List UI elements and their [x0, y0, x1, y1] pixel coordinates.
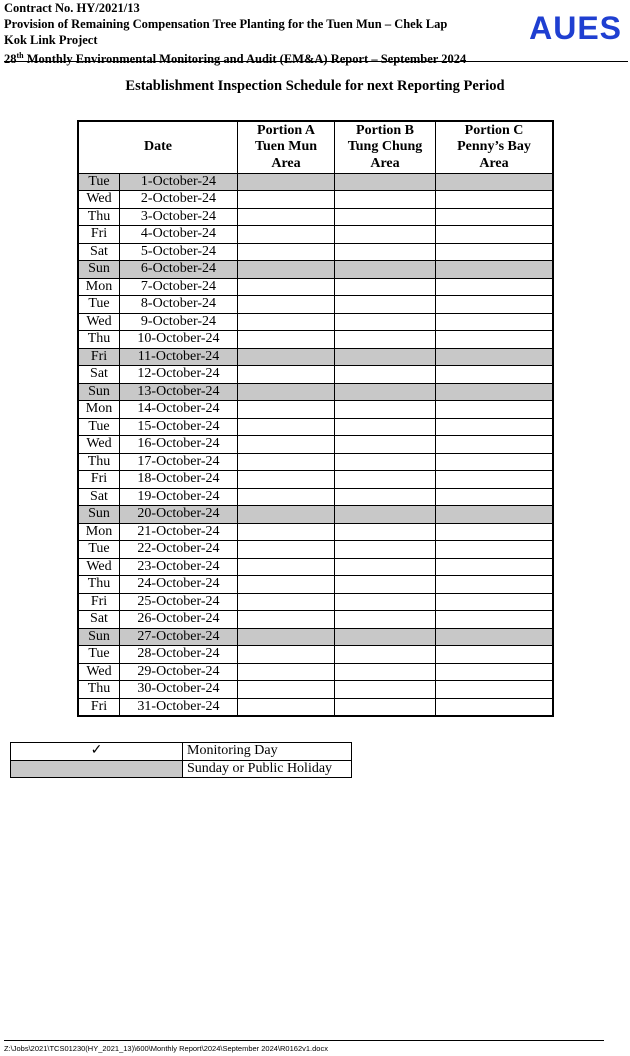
portion-b-cell — [335, 313, 436, 331]
portion-b-cell — [335, 173, 436, 191]
portion-b-cell — [335, 278, 436, 296]
date-cell: 10-October-24 — [120, 331, 238, 349]
portion-b-cell — [335, 541, 436, 559]
date-cell: 22-October-24 — [120, 541, 238, 559]
portion-b-cell — [335, 698, 436, 716]
day-cell: Mon — [78, 278, 120, 296]
portion-b-cell — [335, 383, 436, 401]
day-cell: Tue — [78, 646, 120, 664]
portion-a-cell — [238, 488, 335, 506]
table-row — [78, 663, 553, 681]
portion-a-cell — [238, 436, 335, 454]
day-cell: Sun — [78, 383, 120, 401]
portion-a-cell — [238, 558, 335, 576]
portion-c-cell — [436, 576, 554, 594]
portion-c-cell — [436, 646, 554, 664]
day-cell: Sun — [78, 261, 120, 279]
date-cell: 8-October-24 — [120, 296, 238, 314]
date-cell: 16-October-24 — [120, 436, 238, 454]
portion-c-line1: Portion C — [464, 122, 524, 138]
report-header — [4, 0, 504, 67]
day-cell: Thu — [78, 453, 120, 471]
portion-a-cell — [238, 663, 335, 681]
date-cell: 13-October-24 — [120, 383, 238, 401]
table-row — [78, 541, 553, 559]
date-column-header: Date — [78, 121, 238, 173]
portion-c-cell — [436, 523, 554, 541]
date-cell: 19-October-24 — [120, 488, 238, 506]
day-cell: Sat — [78, 243, 120, 261]
day-cell: Sun — [78, 628, 120, 646]
day-cell: Sat — [78, 611, 120, 629]
day-cell: Tue — [78, 418, 120, 436]
table-row — [78, 348, 553, 366]
date-cell: 12-October-24 — [120, 366, 238, 384]
date-cell: 31-October-24 — [120, 698, 238, 716]
table-row — [78, 488, 553, 506]
table-row — [78, 611, 553, 629]
portion-b-cell — [335, 208, 436, 226]
schedule-title: Establishment Inspection Schedule for next Reporting Period — [125, 78, 505, 94]
table-row — [78, 453, 553, 471]
table-row — [78, 243, 553, 261]
portion-b-cell — [335, 523, 436, 541]
portion-a-cell — [238, 366, 335, 384]
portion-c-cell — [436, 453, 554, 471]
portion-b-cell — [335, 471, 436, 489]
table-row — [78, 191, 553, 209]
portion-a-cell — [238, 191, 335, 209]
portion-c-cell — [436, 611, 554, 629]
aues-logo: AUES — [529, 10, 622, 46]
table-header-row — [78, 121, 553, 173]
portion-b-cell — [335, 226, 436, 244]
date-cell: 1-October-24 — [120, 173, 238, 191]
date-cell: 15-October-24 — [120, 418, 238, 436]
portion-b-cell — [335, 348, 436, 366]
day-cell: Tue — [78, 541, 120, 559]
portion-a-cell — [238, 593, 335, 611]
portion-a-cell — [238, 173, 335, 191]
table-row — [78, 331, 553, 349]
date-cell: 23-October-24 — [120, 558, 238, 576]
day-cell: Fri — [78, 348, 120, 366]
project-title-line1: Provision of Remaining Compensation Tree Planting for the Tuen Mun – Chek Lap — [4, 17, 448, 31]
legend-row-monitoring — [11, 743, 352, 761]
date-cell: 11-October-24 — [120, 348, 238, 366]
portion-c-line2: Penny’s Bay — [457, 139, 531, 154]
portion-b-cell — [335, 243, 436, 261]
inspection-schedule-table — [77, 120, 554, 717]
table-row — [78, 628, 553, 646]
portion-a-cell — [238, 226, 335, 244]
date-cell: 7-October-24 — [120, 278, 238, 296]
portion-b-cell — [335, 576, 436, 594]
portion-b-cell — [335, 436, 436, 454]
portion-a-cell — [238, 401, 335, 419]
portion-a-cell — [238, 628, 335, 646]
table-row — [78, 208, 553, 226]
date-cell: 4-October-24 — [120, 226, 238, 244]
portion-c-cell — [436, 593, 554, 611]
day-cell: Fri — [78, 698, 120, 716]
date-cell: 25-October-24 — [120, 593, 238, 611]
table-row — [78, 436, 553, 454]
date-cell: 24-October-24 — [120, 576, 238, 594]
day-cell: Wed — [78, 313, 120, 331]
portion-a-cell — [238, 471, 335, 489]
portion-b-cell — [335, 558, 436, 576]
day-cell: Sat — [78, 366, 120, 384]
report-number-suffix: th — [16, 51, 24, 60]
portion-a-cell — [238, 418, 335, 436]
day-cell: Thu — [78, 208, 120, 226]
portion-c-cell — [436, 698, 554, 716]
day-cell: Tue — [78, 173, 120, 191]
date-cell: 26-October-24 — [120, 611, 238, 629]
table-row — [78, 576, 553, 594]
portion-a-cell — [238, 646, 335, 664]
date-cell: 27-October-24 — [120, 628, 238, 646]
portion-a-cell — [238, 453, 335, 471]
portion-a-line2: Tuen Mun — [254, 139, 318, 154]
date-cell: 18-October-24 — [120, 471, 238, 489]
portion-a-line1: Portion A — [257, 122, 315, 138]
portion-b-cell — [335, 296, 436, 314]
date-cell: 17-October-24 — [120, 453, 238, 471]
portion-c-cell — [436, 226, 554, 244]
table-row — [78, 401, 553, 419]
holiday-swatch — [11, 760, 183, 778]
table-row — [78, 261, 553, 279]
date-cell: 28-October-24 — [120, 646, 238, 664]
table-row — [78, 558, 553, 576]
portion-a-line3: Area — [271, 155, 301, 171]
portion-b-cell — [335, 663, 436, 681]
portion-b-cell — [335, 628, 436, 646]
portion-c-cell — [436, 436, 554, 454]
footer-file-path: Z:\Jobs\2021\TCS01230(HY_2021_13)\600\Monthly Report\2024\September 2024\R0162v1.docx — [4, 1044, 328, 1053]
portion-c-cell — [436, 506, 554, 524]
portion-a-cell — [238, 576, 335, 594]
table-row — [78, 698, 553, 716]
portion-b-line3: Area — [370, 155, 400, 171]
portion-c-cell — [436, 313, 554, 331]
portion-a-cell — [238, 208, 335, 226]
portion-c-cell — [436, 383, 554, 401]
day-cell: Sun — [78, 506, 120, 524]
portion-c-cell — [436, 401, 554, 419]
portion-b-cell — [335, 401, 436, 419]
legend-monitoring-label: Monitoring Day — [183, 743, 352, 761]
table-row — [78, 226, 553, 244]
table-row — [78, 383, 553, 401]
portion-b-cell — [335, 611, 436, 629]
report-number: 28 — [4, 52, 17, 67]
schedule-body — [78, 173, 553, 716]
table-row — [78, 681, 553, 699]
date-cell: 2-October-24 — [120, 191, 238, 209]
portion-a-cell — [238, 296, 335, 314]
table-row — [78, 296, 553, 314]
portion-a-cell — [238, 541, 335, 559]
portion-a-cell — [238, 348, 335, 366]
day-cell: Wed — [78, 191, 120, 209]
day-cell: Wed — [78, 436, 120, 454]
portion-c-cell — [436, 208, 554, 226]
portion-c-cell — [436, 628, 554, 646]
portion-c-line3: Area — [479, 155, 509, 171]
portion-a-cell — [238, 243, 335, 261]
day-cell: Fri — [78, 226, 120, 244]
legend-table — [10, 742, 352, 778]
portion-c-cell — [436, 681, 554, 699]
portion-b-line1: Portion B — [356, 122, 414, 138]
table-row — [78, 646, 553, 664]
footer-divider — [4, 1040, 604, 1041]
header-divider — [4, 61, 628, 62]
portion-a-cell — [238, 611, 335, 629]
date-cell: 20-October-24 — [120, 506, 238, 524]
check-icon: ✓ — [11, 743, 183, 761]
day-cell: Mon — [78, 401, 120, 419]
portion-c-cell — [436, 278, 554, 296]
day-cell: Thu — [78, 331, 120, 349]
portion-b-cell — [335, 261, 436, 279]
table-row — [78, 523, 553, 541]
portion-c-cell — [436, 488, 554, 506]
legend-row-holiday — [11, 760, 352, 778]
day-cell: Thu — [78, 576, 120, 594]
portion-b-cell — [335, 506, 436, 524]
portion-c-cell — [436, 418, 554, 436]
portion-c-cell — [436, 296, 554, 314]
date-cell: 14-October-24 — [120, 401, 238, 419]
portion-b-cell — [335, 191, 436, 209]
portion-c-cell — [436, 471, 554, 489]
table-row — [78, 173, 553, 191]
portion-a-cell — [238, 261, 335, 279]
portion-a-cell — [238, 523, 335, 541]
portion-c-cell — [436, 541, 554, 559]
portion-b-cell — [335, 593, 436, 611]
portion-b-cell — [335, 453, 436, 471]
day-cell: Wed — [78, 558, 120, 576]
portion-a-cell — [238, 383, 335, 401]
portion-a-cell — [238, 681, 335, 699]
table-row — [78, 471, 553, 489]
portion-c-cell — [436, 663, 554, 681]
portion-c-cell — [436, 243, 554, 261]
portion-a-cell — [238, 506, 335, 524]
portion-b-cell — [335, 366, 436, 384]
date-cell: 30-October-24 — [120, 681, 238, 699]
day-cell: Fri — [78, 471, 120, 489]
day-cell: Sat — [78, 488, 120, 506]
portion-a-cell — [238, 331, 335, 349]
portion-c-cell — [436, 366, 554, 384]
day-cell: Thu — [78, 681, 120, 699]
portion-b-cell — [335, 681, 436, 699]
day-cell: Tue — [78, 296, 120, 314]
legend-holiday-label: Sunday or Public Holiday — [183, 760, 352, 778]
day-cell: Mon — [78, 523, 120, 541]
table-row — [78, 313, 553, 331]
portion-b-cell — [335, 646, 436, 664]
portion-c-cell — [436, 331, 554, 349]
portion-b-column-header — [335, 121, 436, 173]
portion-b-line2: Tung Chung — [347, 139, 423, 154]
portion-c-cell — [436, 173, 554, 191]
date-cell: 6-October-24 — [120, 261, 238, 279]
table-row — [78, 418, 553, 436]
portion-c-cell — [436, 261, 554, 279]
portion-b-cell — [335, 488, 436, 506]
date-cell: 29-October-24 — [120, 663, 238, 681]
date-cell: 3-October-24 — [120, 208, 238, 226]
table-row — [78, 366, 553, 384]
portion-b-cell — [335, 331, 436, 349]
portion-a-cell — [238, 278, 335, 296]
portion-a-column-header — [238, 121, 335, 173]
contract-number: Contract No. HY/2021/13 — [4, 1, 140, 15]
portion-c-cell — [436, 348, 554, 366]
day-cell: Fri — [78, 593, 120, 611]
date-cell: 21-October-24 — [120, 523, 238, 541]
table-row — [78, 506, 553, 524]
portion-c-cell — [436, 191, 554, 209]
table-row — [78, 278, 553, 296]
project-title-line2: Kok Link Project — [4, 33, 98, 47]
date-cell: 5-October-24 — [120, 243, 238, 261]
table-row — [78, 593, 553, 611]
date-cell: 9-October-24 — [120, 313, 238, 331]
portion-a-cell — [238, 698, 335, 716]
portion-c-cell — [436, 558, 554, 576]
portion-b-cell — [335, 418, 436, 436]
report-title — [4, 48, 504, 67]
portion-c-column-header — [436, 121, 554, 173]
report-title-text: Monthly Environmental Monitoring and Audit (EM&A) Report – September 2024 — [23, 52, 467, 67]
day-cell: Wed — [78, 663, 120, 681]
portion-a-cell — [238, 313, 335, 331]
